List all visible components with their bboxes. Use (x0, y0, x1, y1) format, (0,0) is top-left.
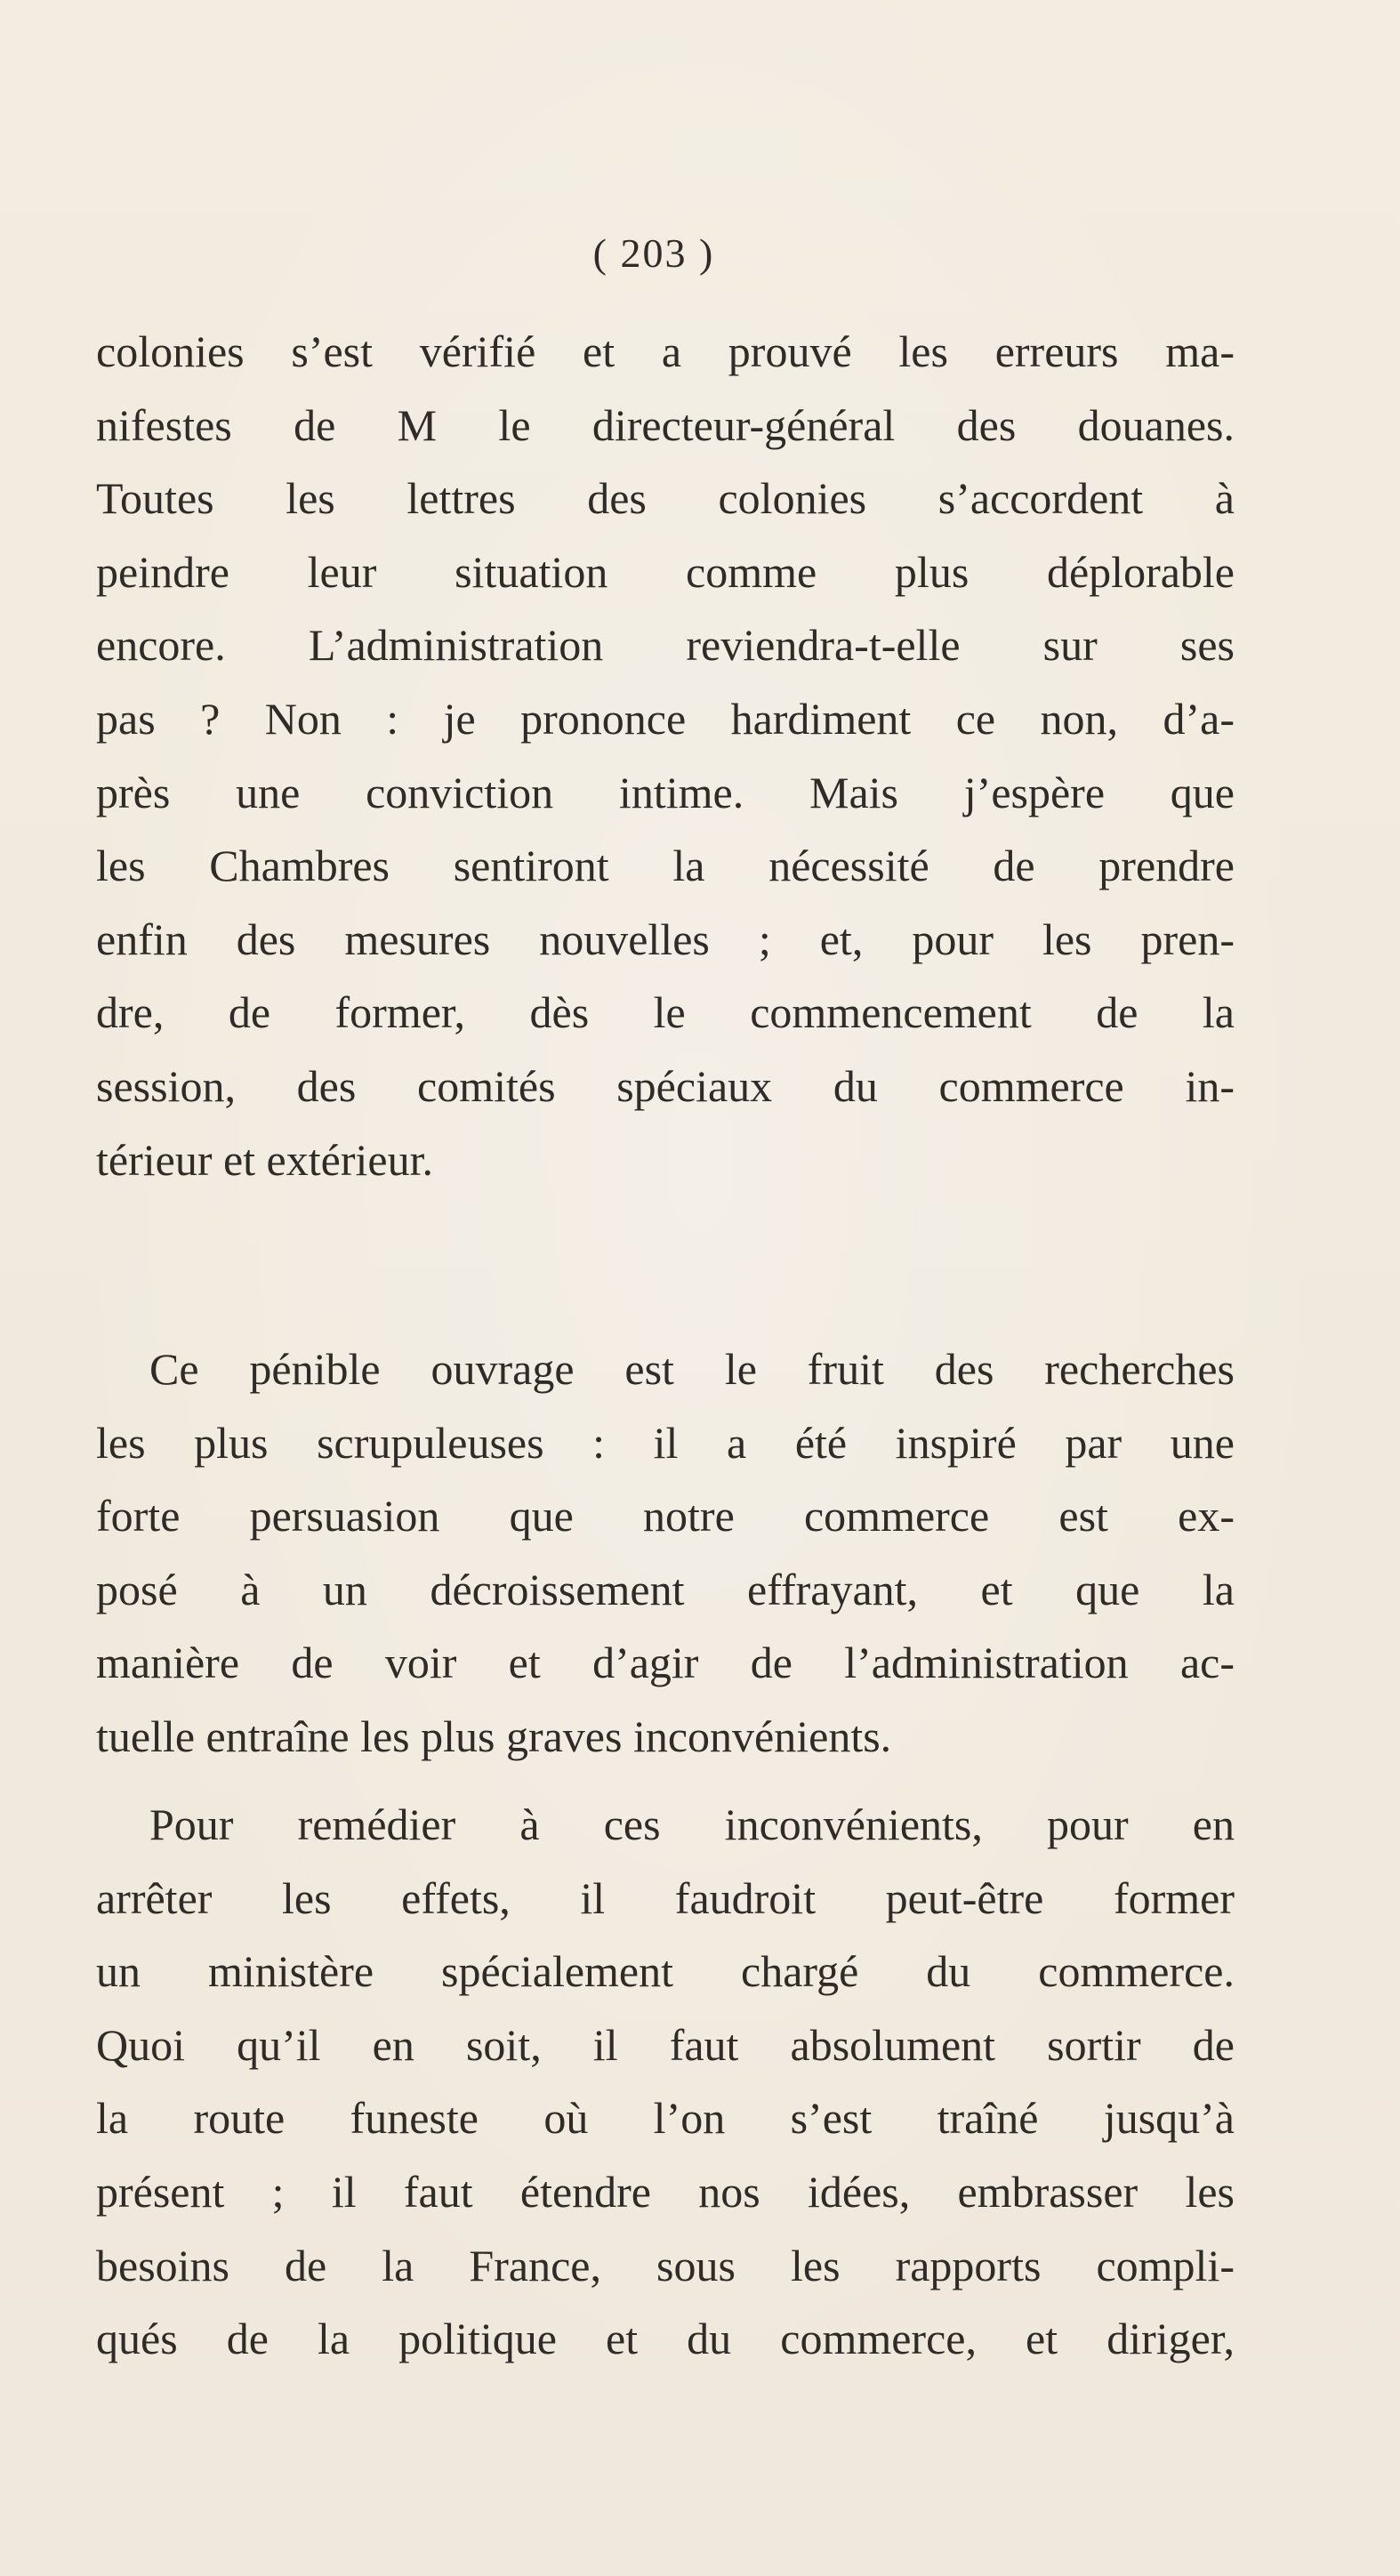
text-line: qués de la politique et du commerce, et diriger, (96, 2314, 1235, 2364)
text-line: colonies s’est vérifié et a prouvé les erreurs ma- (96, 326, 1235, 376)
text-line: arrêter les effets, il faudroit peut-être former (96, 1872, 1235, 1923)
text-line: pas ? Non : je prononce hardiment ce non, d’a- (96, 693, 1235, 744)
text-line: manière de voir et d’agir de l’administration ac- (96, 1638, 1235, 1688)
text-line: les Chambres sentiront la nécessité de prendre (96, 841, 1235, 891)
text-line: forte persuasion que notre commerce est ex- (96, 1491, 1235, 1542)
text-line: présent ; il faut étendre nos idées, embrasser les (96, 2166, 1235, 2217)
page-number: ( 203 ) (592, 230, 715, 276)
text-line: nifestes de M le directeur-général des douanes. (96, 399, 1235, 450)
text-line: peindre leur situation comme plus déplorable (96, 546, 1235, 597)
text-line: Pour remédier à ces inconvénients, pour en (149, 1799, 1235, 1849)
text-line: la route funeste où l’on s’est traîné jusqu’à (96, 2093, 1235, 2144)
paragraph-2 (96, 1332, 1235, 1774)
text-line: tuelle entraîne les plus graves inconvénients. (96, 1711, 892, 1761)
text-line: encore. L’administration reviendra-t-elle sur ses (96, 620, 1235, 671)
text-line: Toutes les lettres des colonies s’accordent à (96, 473, 1235, 524)
paragraph-3 (96, 1788, 1235, 2376)
text-line: enfin des mesures nouvelles ; et, pour les pren- (96, 914, 1235, 964)
text-line: dre, de former, dès le commencement de la (96, 987, 1235, 1038)
text-line: près une conviction intime. Mais j’espère que (96, 767, 1235, 817)
text-line: posé à un décroissement effrayant, et que la (96, 1564, 1235, 1614)
text-line: Ce pénible ouvrage est le fruit des recherches (149, 1344, 1235, 1394)
text-line: térieur et extérieur. (96, 1134, 433, 1185)
text-line: un ministère spécialement chargé du commerce. (96, 1946, 1235, 1997)
text-line: session, des comités spéciaux du commerce in- (96, 1060, 1235, 1111)
paragraph-1 (96, 315, 1235, 1196)
text-line: Quoi qu’il en soit, il faut absolument sortir de (96, 2019, 1235, 2070)
text-line: besoins de la France, sous les rapports compli- (96, 2240, 1235, 2290)
text-line: les plus scrupuleuses : il a été inspiré par une (96, 1417, 1235, 1468)
